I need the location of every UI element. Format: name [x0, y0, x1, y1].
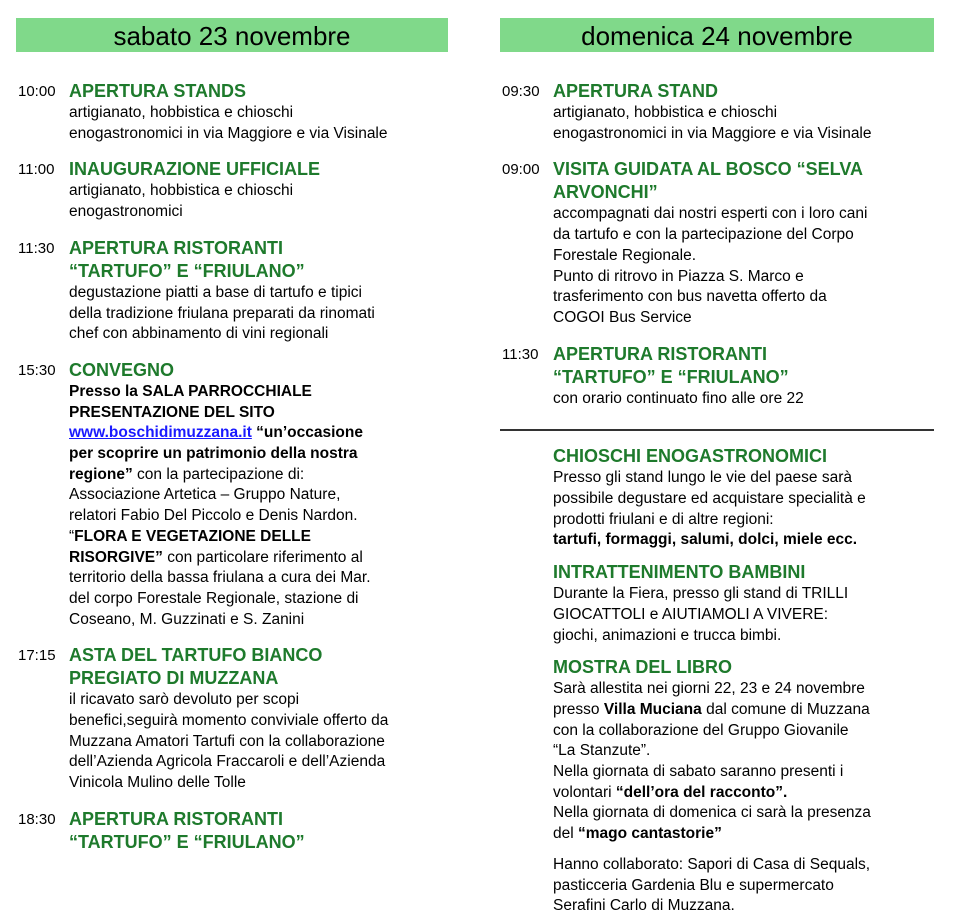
event-1830	[16, 808, 448, 854]
saturday-column	[16, 0, 448, 868]
event-desc: artigianato, hobbistica e chioschi enogastronomici in via Maggiore e via Visinale	[69, 104, 388, 142]
event-0900	[500, 158, 934, 328]
event-1530	[16, 359, 448, 630]
event-title: APERTURA STANDS	[69, 81, 247, 101]
event-title: APERTURA RISTORANTI “TARTUFO” E “FRIULANO”	[553, 343, 789, 387]
section-divider	[500, 429, 934, 431]
event-0930	[500, 80, 934, 144]
event-1715	[16, 644, 448, 794]
event-time: 10:00	[18, 83, 56, 100]
section-title: INTRATTENIMENTO BAMBINI	[553, 562, 806, 583]
section-desc: Presso gli stand lungo le vie del paese sarà possibile degustare ed acquistare specialità e prodotti friulani e di altre regioni: tartufi, formaggi, salumi, dolci, miele ecc.	[553, 469, 866, 549]
event-title: ASTA DEL TARTUFO BIANCO PREGIATO DI MUZZANA	[69, 645, 323, 689]
section-title: MOSTRA DEL LIBRO	[553, 657, 732, 678]
event-desc: con orario continuato fino alle ore 22	[553, 389, 804, 407]
section-desc: Sarà allestita nei giorni 22, 23 e 24 novembre presso Villa Muciana dal comune di Muzzana con la collaborazione del Gruppo Giovanile “La Stanzute”. Nella giornata di sabato saranno presenti i volontari “dell’ora del racconto”. Nella giornata di domenica ci sarà la presenza del “mago cantastorie”	[553, 680, 871, 843]
event-title: APERTURA STAND	[553, 81, 718, 101]
section-title: CHIOSCHI ENOGASTRONOMICI	[553, 446, 828, 467]
event-time: 09:00	[502, 161, 540, 179]
event-time: 11:00	[18, 161, 55, 179]
event-desc: Presso la SALA PARROCCHIALE PRESENTAZIONE DEL SITO www.boschidimuzzana.it “un’occasione per scoprire un patrimonio della nostra regione” con la partecipazione di: Associazione Artetica – Gruppo Nature, relatori Fabio Del Piccolo e Denis Nardon. “FLORA E VEGETAZIONE DELLE RISORGIVE” con particolare riferimento al territorio della bassa friulana a cura dei Mar. del corpo Forestale Regionale, stazione di Coseano, M. Guzzinati e S. Zanini	[69, 382, 371, 628]
event-desc: accompagnati dai nostri esperti con i loro cani da tartufo e con la partecipazione del Corpo Forestale Regionale. Punto di ritrovo in Piazza S. Marco e trasferimento con bus navetta offerto da COGOI Bus Service	[553, 205, 868, 326]
event-title: CONVEGNO	[69, 359, 175, 380]
event-1000	[16, 80, 448, 144]
event-desc: artigianato, hobbistica e chioschi enogastronomici in via Maggiore e via Visinale	[553, 104, 872, 142]
event-time: 17:15	[18, 647, 56, 665]
website-link[interactable]: www.boschidimuzzana.it	[69, 424, 252, 442]
event-time: 15:30	[18, 361, 56, 379]
event-desc: artigianato, hobbistica e chioschi enogastronomici	[69, 182, 294, 221]
event-title: VISITA GUIDATA AL BOSCO “SELVA ARVONCHI”	[553, 159, 864, 203]
saturday-header: sabato 23 novembre	[16, 18, 448, 52]
event-title: APERTURA RISTORANTI “TARTUFO” E “FRIULANO”	[69, 808, 305, 852]
event-1130-sunday	[500, 343, 934, 410]
event-desc: il ricavato sarò devoluto per scopi benefici,seguirà momento conviviale offerto da Muzzana Amatori Tartufi con la collaborazione dell’Azienda Agricola Fraccaroli e dell’Azienda Vinicola Mulino delle Tolle	[69, 691, 389, 792]
event-time: 09:30	[502, 83, 540, 100]
section-bambini	[500, 561, 934, 646]
credits: Hanno collaborato: Sapori di Casa di Sequals, pasticceria Gardenia Blu e supermercato Serafini Carlo di Muzzana.	[553, 855, 871, 915]
event-desc: degustazione piatti a base di tartufo e tipici della tradizione friulana preparati da rinomati chef con abbinamento di vini regionali	[69, 283, 375, 343]
event-1130	[16, 237, 448, 345]
event-time: 18:30	[18, 810, 56, 828]
event-time: 11:30	[502, 345, 539, 363]
section-desc: Durante la Fiera, presso gli stand di TRILLI GIOCATTOLI e AIUTIAMOLI A VIVERE: giochi, animazioni e trucca bimbi.	[553, 585, 849, 644]
event-title: INAUGURAZIONE UFFICIALE	[69, 159, 320, 180]
sunday-column	[500, 0, 934, 917]
event-1100	[16, 158, 448, 222]
event-time: 11:30	[18, 239, 55, 257]
event-title: APERTURA RISTORANTI “TARTUFO” E “FRIULANO”	[69, 237, 305, 281]
section-chioschi	[500, 445, 934, 551]
section-libro	[500, 656, 934, 845]
sunday-header: domenica 24 novembre	[500, 18, 934, 52]
